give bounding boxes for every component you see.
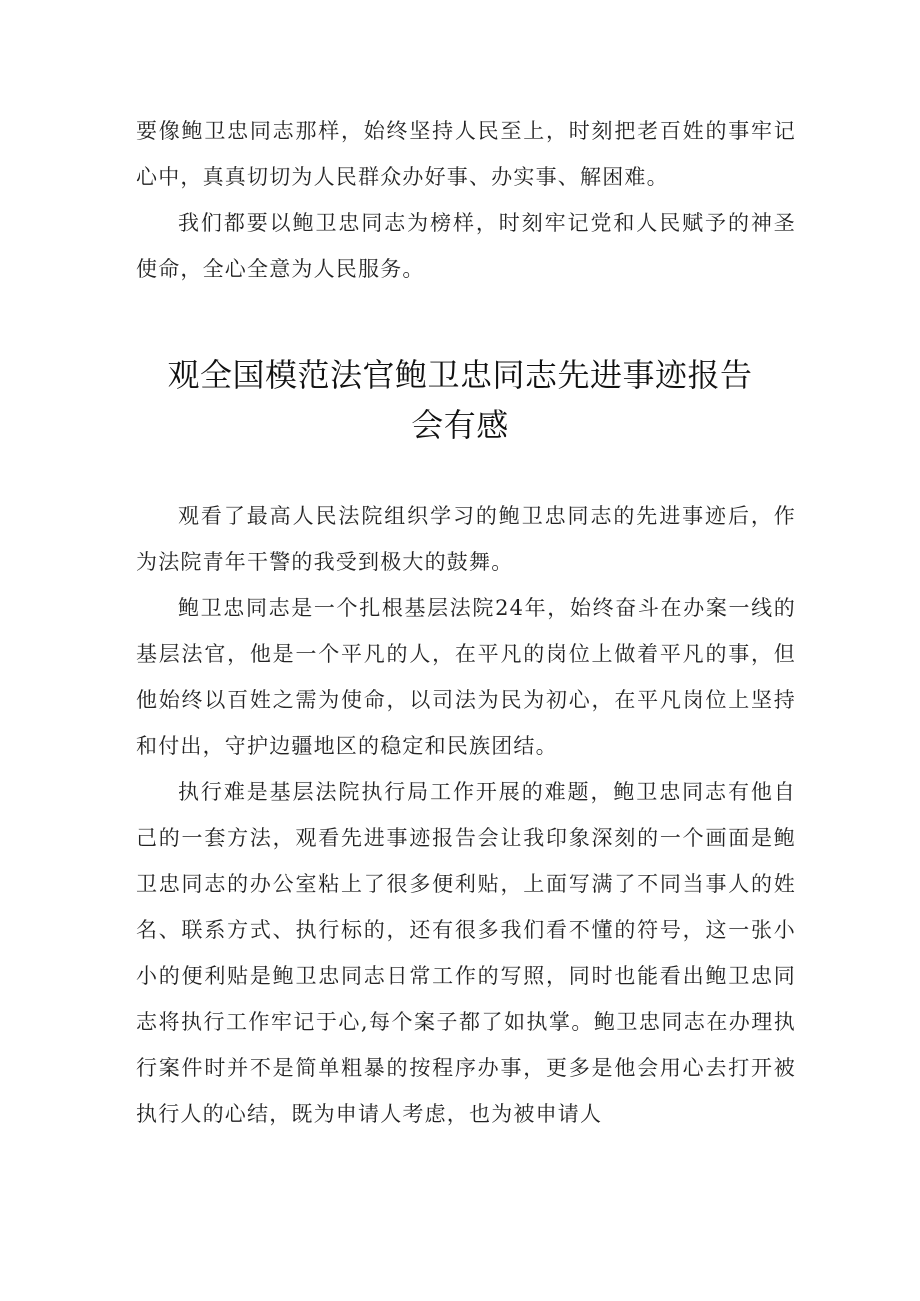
paragraph: 执行难是基层法院执行局工作开展的难题，鲍卫忠同志有他自己的一套方法，观看先进事迹报告会让我印象深刻的一个画面是鲍卫忠同志的办公室粘上了很多便利贴，上面写满了不同当事人的姓名、联系方式、执行标的，还有很多我们看不懂的符号，这一张小小的便利贴是鲍卫忠同志日常工作的写照，同时也能看出鲍卫忠同志将执行工作牢记于心,每个案子都了如执掌。鲍卫忠同志在办理执行案件时并不是简单粗暴的按程序办事，更多是他会用心去打开被执行人的心结，既为申请人考虑，也为被申请人 (136, 780, 796, 1126)
paragraph: 鲍卫忠同志是一个扎根基层法院24年，始终奋斗在办案一线的基层法官，他是一个平凡的人，在平凡的岗位上做着平凡的事，但他始终以百姓之需为使命，以司法为民为初心，在平凡岗位上坚持和付出，守护边疆地区的稳定和民族团结。 (136, 596, 796, 758)
paragraph: 要像鲍卫忠同志那样，始终坚持人民至上，时刻把老百姓的事牢记心中，真真切切为人民群众办好事、办实事、解困难。 (136, 119, 796, 189)
previous-article-tail (136, 108, 796, 292)
paragraph: 观看了最高人民法院组织学习的鲍卫忠同志的先进事迹后，作为法院青年干警的我受到极大的鼓舞。 (136, 504, 796, 574)
article-title-line-1: 观全国模范法官鲍卫忠同志先进事迹报告 (167, 356, 753, 394)
paragraph: 我们都要以鲍卫忠同志为榜样，时刻牢记党和人民赋予的神圣使命，全心全意为人民服务。 (136, 211, 796, 281)
article-body (136, 493, 796, 1137)
article-title (110, 350, 810, 450)
article-title-line-2: 会有感 (411, 406, 509, 444)
